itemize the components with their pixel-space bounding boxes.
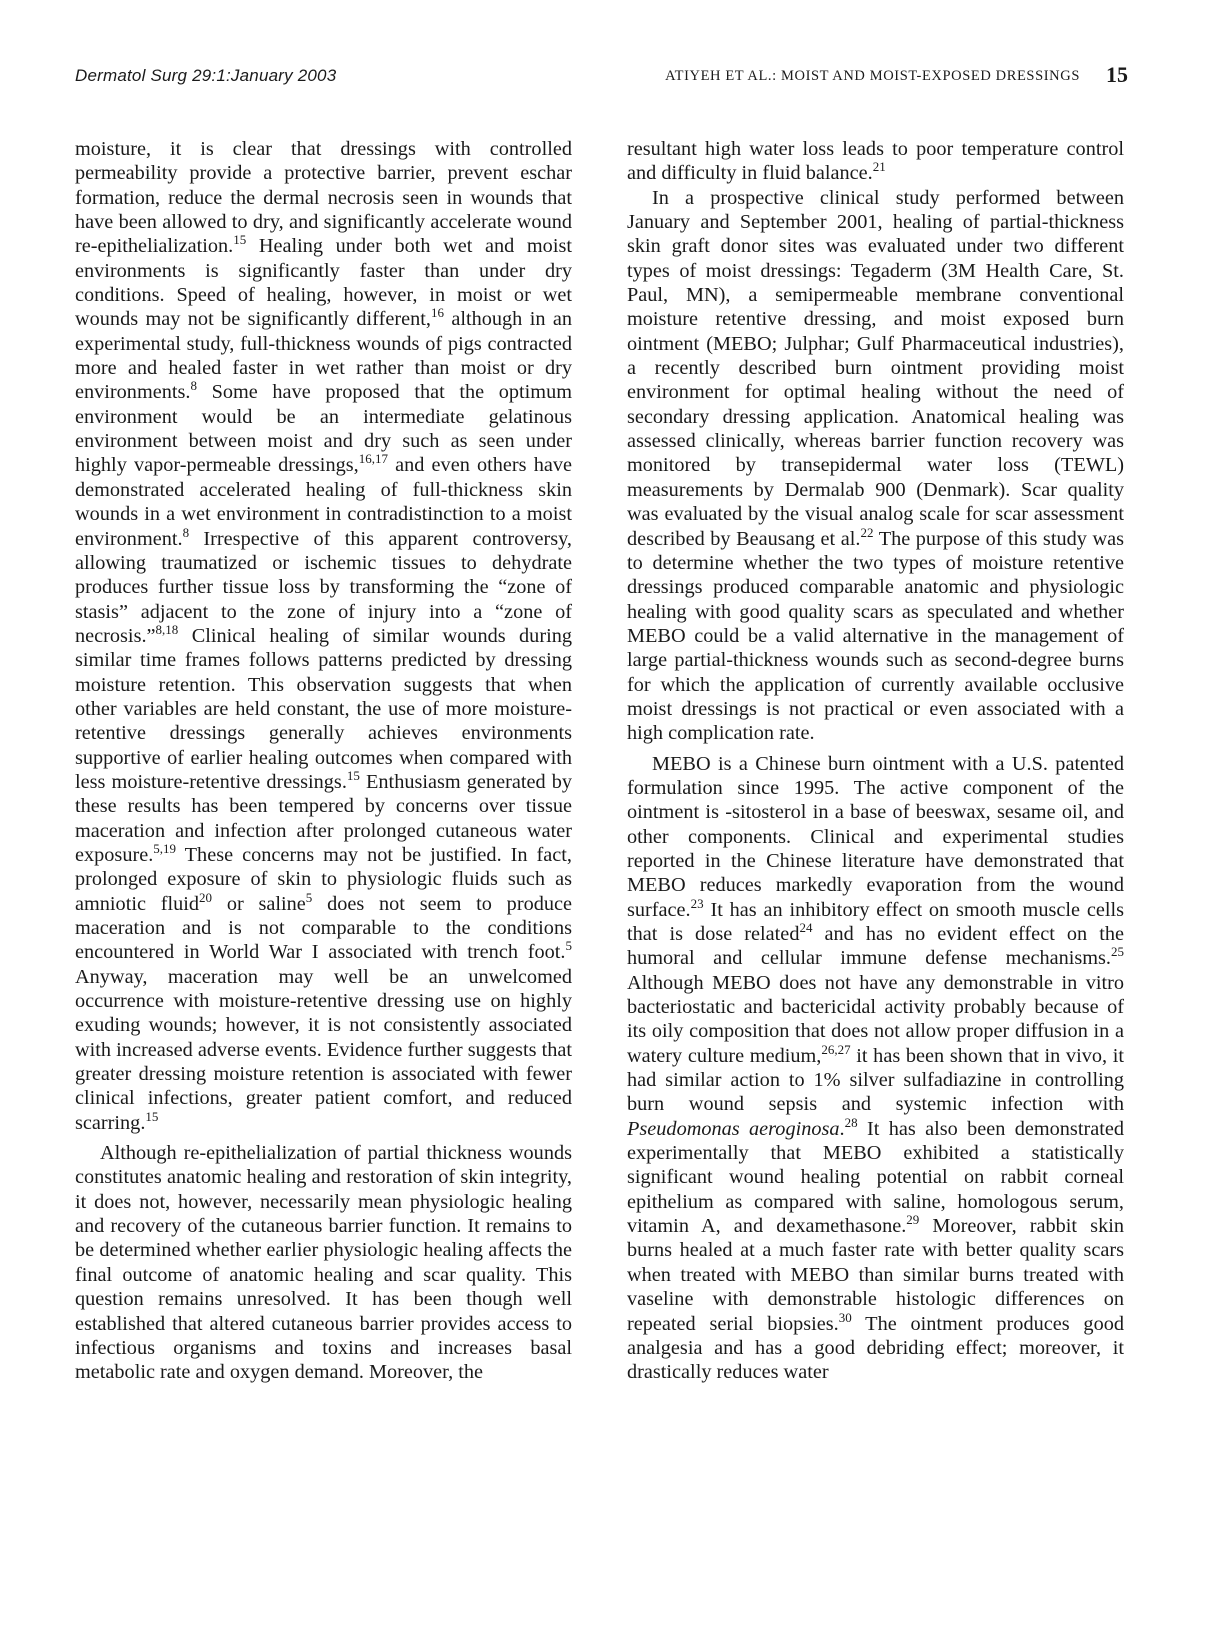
paragraph <box>627 137 1124 186</box>
italic-term: Pseudomonas aeroginosa <box>627 1117 840 1140</box>
text-run: Healing under both wet and moist environments is significantly faster than under dry conditions. Speed of healing, however, in moist or wet wounds may not be significantly different, <box>75 235 572 331</box>
citation-superscript: 15 <box>145 1108 159 1124</box>
text-run: Enthusiasm generated by these results has been tempered by concerns over tissue maceration and infection after prolonged cutaneous water exposure. <box>75 770 573 866</box>
paragraph <box>75 137 572 1135</box>
citation-superscript: 15 <box>346 767 360 783</box>
citation-superscript: 8,18 <box>155 621 179 637</box>
running-title-block <box>665 62 1128 88</box>
left-column <box>75 137 572 1385</box>
citation-superscript: 16,17 <box>358 451 388 467</box>
paragraph <box>75 1141 572 1384</box>
running-title: ATIYEH ET AL.: MOIST AND MOIST-EXPOSED DRESSINGS <box>665 68 1080 84</box>
citation-superscript: 8 <box>182 524 190 540</box>
running-head <box>75 62 1128 90</box>
text-run: does not seem to produce maceration and is not comparable to the conditions encountered in World War I associated with trench foot. <box>75 892 573 964</box>
citation-superscript: 22 <box>860 524 874 540</box>
citation-superscript: 16 <box>430 305 444 321</box>
text-run: Although MEBO does not have any demonstrable in vitro bacteriostatic and bactericidal activity probably because of its oily composition that does not allow proper diffusion in a watery culture medium, <box>627 971 1124 1067</box>
text-run: The ointment produces good analgesia and has a good debriding effect; moreover, it drastically reduces water <box>627 1312 1124 1384</box>
text-run: Although re-epithelialization of partial thickness wounds constitutes anatomic healing and restoration of skin integrity, it does not, however, necessarily mean physiologic healing and recovery of the cutaneous barrier function. It remains to be determined whether earlier physiologic healing affects the final outcome of anatomic healing and scar quality. This question remains unresolved. It has been though well established that altered cutaneous barrier provides access to infectious organisms and toxins and increases basal metabolic rate and oxygen demand. Moreover, the <box>75 1142 572 1384</box>
citation-superscript: 30 <box>838 1309 852 1325</box>
citation-superscript: 15 <box>233 232 247 248</box>
text-run: it has been shown that in vivo, it had similar action to 1% silver sulfadiazine in controlling burn wound sepsis and systemic infection with <box>627 1044 1124 1116</box>
text-run: and has no evident effect on the humoral and cellular immune defense mechanisms. <box>627 923 1124 970</box>
text-run: In a prospective clinical study performed between January and September 2001, healing of partial-thickness skin graft donor sites was evaluated under two different types of moist dressings: Tegaderm (3M Health Care, St. Paul, MN), a semipermeable membrane conventional moisture retentive dressing, and moist exposed burn ointment (MEBO; Julphar; Gulf Pharmaceutical industries), a recently described burn ointment providing moist environment for optimal healing without the need of secondary dressing application. Anatomical healing was assessed clinically, whereas barrier function recovery was monitored by transepidermal water loss (TEWL) measurements by Dermalab 900 (Denmark). Scar quality was evaluated by the visual analog scale for scar assessment described by Beausang et al. <box>627 186 1124 550</box>
citation-superscript: 29 <box>906 1212 920 1228</box>
text-run: although in an experimental study, full-thickness wounds of pigs contracted more and healed faster in wet rather than moist or dry environments. <box>75 308 572 404</box>
text-run: It has also been demonstrated experimentally that MEBO exhibited a statistically significant wound healing potential on rabbit corneal epithelium as compared with saline, homologous serum, vitamin A, and dexamethasone. <box>627 1117 1124 1238</box>
text-run: Anyway, maceration may well be an unwelcomed occurrence with moisture-retentive dressing use on highly exuding wounds; however, it is not consistently associated with increased adverse events. Evidence further suggests that greater dressing moisture retention is associated with fewer clinical infections, greater patient comfort, and reduced scarring. <box>75 965 572 1134</box>
text-run: and even others have demonstrated accelerated healing of full-thickness skin wounds in a wet environment in contradistinction to a moist environment. <box>75 454 573 550</box>
text-run: The purpose of this study was to determine whether the two types of moisture retentive dressings produced comparable anatomic and physiologic healing with good quality scars as speculated and whether MEBO could be a valid alternative in the management of large partial-thickness wounds such as second-degree burns for which the application of currently available occlusive moist dressings is not practical or even associated with a high complication rate. <box>627 527 1124 745</box>
citation-superscript: 8 <box>190 378 197 394</box>
citation-superscript: 5,19 <box>153 840 177 856</box>
paragraph <box>627 186 1124 746</box>
text-run: or saline <box>212 892 306 915</box>
citation-superscript: 5 <box>565 938 572 954</box>
text-run: Some have proposed that the optimum environment would be an intermediate gelatinous environment between moist and dry such as seen under highly vapor-permeable dressings, <box>75 381 572 477</box>
citation-superscript: 23 <box>690 895 704 911</box>
text-run: Moreover, rabbit skin burns healed at a much faster rate with better quality scars when treated with MEBO than similar burns treated with vaseline with demonstrable histologic differences on repeated serial biopsies. <box>627 1215 1124 1335</box>
citation-superscript: 21 <box>872 159 886 175</box>
citation-superscript: 24 <box>799 920 813 935</box>
citation-superscript: 20 <box>199 889 213 905</box>
text-run: Irrespective of this apparent controversy, allowing traumatized or ischemic tissues to dehydrate produces further tissue loss by transforming the “zone of stasis” adjacent to the zone of injury into a “zone of necrosis.” <box>75 527 572 647</box>
citation-superscript: 5 <box>305 889 313 905</box>
text-run: Clinical healing of similar wounds during similar time frames follows patterns predicted by dressing moisture retention. This observation suggests that when other variables are held constant, the use of more moisture-retentive dressings generally achieves environments supportive of earlier healing outcomes when compared with less moisture-retentive dressings. <box>75 624 572 793</box>
text-run: . <box>839 1117 845 1140</box>
paragraph <box>627 752 1124 1385</box>
text-run: It has an inhibitory effect on smooth muscle cells that is dose related <box>627 898 1124 945</box>
journal-citation: Dermatol Surg 29:1:January 2003 <box>75 66 337 85</box>
text-run: These concerns may not be justified. In fact, prolonged exposure of skin to physiologic fluids such as amniotic fluid <box>75 843 572 915</box>
citation-superscript: 26,27 <box>821 1041 851 1057</box>
page-number: 15 <box>1106 62 1128 87</box>
text-run: MEBO is a Chinese burn ointment with a U.S. patented formulation since 1995. The active component of the ointment is -sitosterol in a base of beeswax, sesame oil, and other components. Clinical and experimental studies reported in the Chinese literature have demonstrated that MEBO reduces markedly evaporation from the wound surface. <box>627 752 1124 921</box>
right-column <box>627 137 1124 1385</box>
text-run: resultant high water loss leads to poor temperature control and difficulty in fluid balance. <box>627 138 1124 185</box>
citation-superscript: 25 <box>1111 944 1124 960</box>
citation-superscript: 28 <box>844 1114 858 1130</box>
text-run: moisture, it is clear that dressings with controlled permeability provide a protective barrier, prevent eschar formation, reduce the dermal necrosis seen in wounds that have been allowed to dry, and significantly accelerate wound re-epithelialization. <box>75 138 572 258</box>
